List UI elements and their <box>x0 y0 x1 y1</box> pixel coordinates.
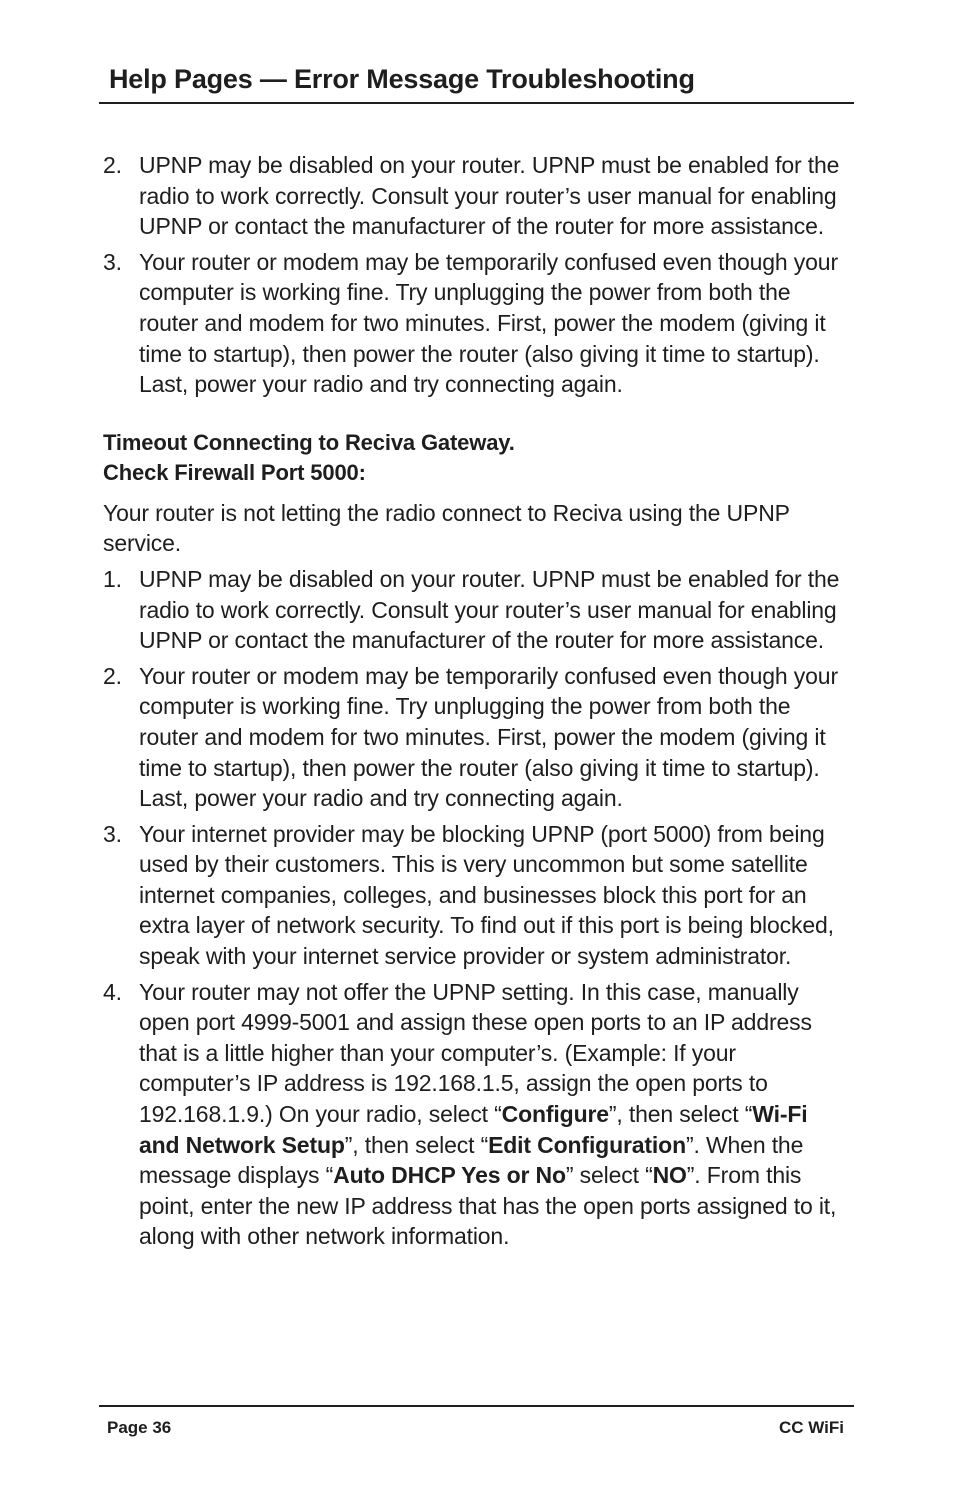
section-heading <box>103 428 848 488</box>
page-footer <box>99 1405 854 1447</box>
troubleshooting-list-continued <box>103 150 848 400</box>
list-item <box>103 247 848 400</box>
text-run: ”, then select “ <box>608 1101 753 1128</box>
list-item <box>103 661 848 814</box>
list-item-number: 4. <box>103 978 122 1005</box>
menu-term-no: NO <box>652 1162 687 1189</box>
list-item-text: Your router or modem may be temporarily confused even though your computer is working fine. Try unplugging the power from both the router and modem for two minutes. First, power the modem (giving it time to startup), then power the router (also giving it time to startup). Last, power your radio and try connecting again. <box>139 248 838 398</box>
list-item-text: Your internet provider may be blocking UPNP (port 5000) from being used by their customers. This is very uncommon but some satellite internet companies, colleges, and businesses block this port for an extra layer of network security. To find out if this port is being blocked, speak with your internet service provider or system administrator. <box>139 820 834 970</box>
section-intro: Your router is not letting the radio connect to Reciva using the UPNP service. <box>103 499 790 557</box>
menu-term-auto-dhcp: Auto DHCP Yes or No <box>333 1162 566 1189</box>
menu-term-wifi-network-setup: Wi-Fi and Network Setup <box>139 1101 808 1158</box>
list-item-number: 3. <box>103 820 122 847</box>
list-item <box>103 977 848 1252</box>
page-number: Page 36 <box>107 1418 172 1437</box>
list-item-number: 3. <box>103 248 122 275</box>
list-item-number: 1. <box>103 565 122 592</box>
text-run: ”, then select “ <box>344 1131 489 1158</box>
menu-term-configure: Configure <box>501 1101 609 1128</box>
product-name: CC WiFi <box>778 1418 844 1437</box>
list-item-text: Your router or modem may be temporarily confused even though your computer is working fine. Try unplugging the power from both the router and modem for two minutes. First, power the modem (giving it time to startup), then power the router (also giving it time to startup). Last, power your radio and try connecting again. <box>139 662 838 812</box>
text-run: Your router may not offer the UPNP setting. In this case, manually open port 4999-5001 and assign these open ports to an IP address that is a little higher than your computer’s. (Example: If your computer’s IP address is 192.168.1.5, assign the open ports to 192.168.1.9.) On your radio, select “ <box>139 978 812 1128</box>
list-item <box>103 819 848 972</box>
list-item-text <box>139 979 836 1250</box>
text-run: ” select “ <box>565 1162 653 1189</box>
list-item-text: UPNP may be disabled on your router. UPNP must be enabled for the radio to work correctly. Consult your router’s user manual for enabling UPNP or contact the manufacturer of the router for more assistance. <box>139 152 840 240</box>
list-item <box>103 564 848 656</box>
text-run: ”. From this point, enter the new IP address that has the open ports assigned to it, along with other network information. <box>139 1162 837 1250</box>
list-item <box>103 150 848 242</box>
section-heading-line-2: Check Firewall Port 5000: <box>103 459 366 485</box>
troubleshooting-list <box>103 564 848 1252</box>
text-run: ”. When the message displays “ <box>139 1131 804 1189</box>
menu-term-edit-configuration: Edit Configuration <box>488 1131 686 1158</box>
main-content <box>103 150 848 1257</box>
list-item-number: 2. <box>103 662 122 689</box>
list-item-text: UPNP may be disabled on your router. UPNP must be enabled for the radio to work correctly. Consult your router’s user manual for enabling UPNP or contact the manufacturer of the router for more assistance. <box>139 565 840 654</box>
section-heading-line-1: Timeout Connecting to Reciva Gateway. <box>103 429 515 455</box>
list-item-number: 2. <box>103 152 122 178</box>
page-header <box>99 62 854 104</box>
page-title: Help Pages — Error Message Troubleshooting <box>109 64 695 94</box>
